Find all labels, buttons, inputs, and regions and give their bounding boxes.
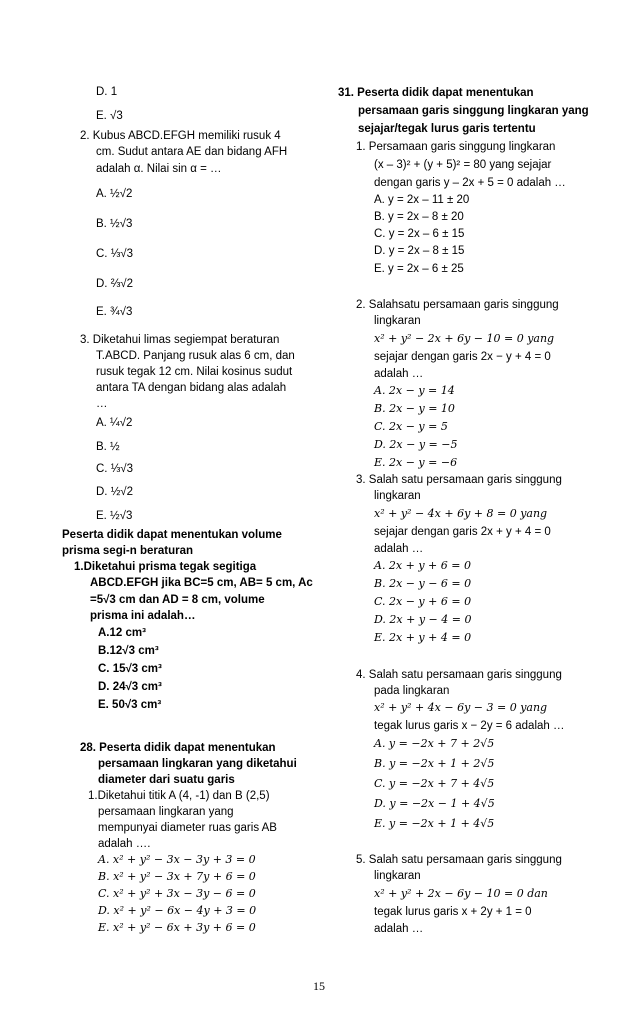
right-text-line: E. 2x + y + 4 = 0 [374,631,472,644]
right-text-line: x² + y² − 4x + 6y + 8 = 0 yang [374,507,548,520]
left-text-line: prisma ini adalah… [90,610,196,622]
right-text-line: B. 2x − y − 6 = 0 [374,577,472,590]
right-text-line: tegak lurus garis x − 2y = 6 adalah … [374,720,565,732]
right-text-line: 1. Persamaan garis singgung lingkaran [356,141,556,153]
left-text-line: T.ABCD. Panjang rusuk alas 6 cm, dan [96,350,295,362]
left-text-line: persamaan lingkaran yang [98,806,234,818]
right-text-line: 31. Peserta didik dapat menentukan [338,87,534,99]
right-text-line: 2. Salahsatu persamaan garis singgung [356,299,559,311]
right-text-line: persamaan garis singgung lingkaran yang [358,105,589,117]
right-text-line: sejajar dengan garis 2x − y + 4 = 0 [374,351,551,363]
left-text-line: A. x² + y² − 3x − 3y + 3 = 0 [98,853,256,866]
right-text-line: x² + y² + 2x − 6y − 10 = 0 dan [374,887,548,900]
left-text-line: cm. Sudut antara AE dan bidang AFH [96,146,288,158]
left-text-line: E. ½√3 [96,510,133,522]
right-text-line: A. y = −2x + 7 + 2√5 [374,737,495,750]
right-text-line: dengan garis y – 2x + 5 = 0 adalah … [374,177,566,189]
left-text-line: A. ½√2 [96,188,133,200]
right-text-line: sejajar/tegak lurus garis tertentu [358,123,536,135]
right-text-line: lingkaran [374,315,421,327]
right-text-line: B. y = −2x + 1 + 2√5 [374,757,495,770]
left-text-line: E. 50√3 cm³ [98,699,162,711]
right-text-line: pada lingkaran [374,685,450,697]
right-text-line: E. 2x − y = −6 [374,456,458,469]
left-text-line: B. x² + y² − 3x + 7y + 6 = 0 [98,870,256,883]
right-text-line: sejajar dengan garis 2x + y + 4 = 0 [374,526,551,538]
left-text-line: E. √3 [96,110,123,122]
left-text-line: A. ¼√2 [96,417,133,429]
left-text-line: diameter dari suatu garis [98,774,235,786]
right-text-line: adalah … [374,923,424,935]
right-text-line: D. y = 2x – 8 ± 15 [374,245,465,257]
left-text-line: D. 1 [96,86,118,98]
right-text-line: lingkaran [374,490,421,502]
left-text-line: C. x² + y² + 3x − 3y − 6 = 0 [98,887,256,900]
left-text-line: B. ½√3 [96,218,133,230]
left-text-line: D. ½√2 [96,486,133,498]
left-text-line: 1.Diketahui titik A (4, -1) dan B (2,5) [88,790,270,802]
right-text-line: 5. Salah satu persamaan garis singgung [356,854,562,866]
left-text-line: D. ⅔√2 [96,278,133,290]
right-text-line: A. 2x − y = 14 [374,384,455,397]
left-text-line: antara TA dengan bidang alas adalah [96,382,287,394]
left-text-line: 3. Diketahui limas segiempat beraturan [80,334,280,346]
right-text-line: B. 2x − y = 10 [374,402,455,415]
right-text-line: (x – 3)² + (y + 5)² = 80 yang sejajar [374,159,552,171]
left-text-line: C. 15√3 cm³ [98,663,162,675]
left-text-line: 2. Kubus ABCD.EFGH memiliki rusuk 4 [80,130,281,142]
right-text-line: 3. Salah satu persamaan garis singgung [356,474,562,486]
left-text-line: adalah …. [98,838,151,850]
left-text-line: E. ¾√3 [96,306,133,318]
left-text-line: E. x² + y² − 6x + 3y + 6 = 0 [98,921,256,934]
right-text-line: C. 2x − y = 5 [374,420,448,433]
left-text-line: adalah α. Nilai sin α = … [96,163,222,175]
left-text-line: C. ⅓√3 [96,248,133,260]
left-text-line: B.12√3 cm³ [98,645,159,657]
right-text-line: E. y = −2x + 1 + 4√5 [374,817,495,830]
left-text-line: mempunyai diameter ruas garis AB [98,822,277,834]
left-text-line: D. 24√3 cm³ [98,681,162,693]
left-text-line: … [96,398,108,410]
left-text-line: persamaan lingkaran yang diketahui [98,758,297,770]
right-text-line: A. 2x + y + 6 = 0 [374,559,471,572]
right-text-line: C. 2x − y + 6 = 0 [374,595,472,608]
right-text-line: adalah … [374,368,424,380]
right-text-line: D. 2x − y = −5 [374,438,458,451]
page-number: 15 [313,979,325,993]
right-text-line: C. y = 2x – 6 ± 15 [374,228,465,240]
right-text-line: tegak lurus garis x + 2y + 1 = 0 [374,906,532,918]
right-text-line: A. y = 2x – 11 ± 20 [374,194,470,206]
left-text-line: C. ⅓√3 [96,463,133,475]
right-text-line: lingkaran [374,870,421,882]
right-text-line: E. y = 2x – 6 ± 25 [374,263,464,275]
right-text-line: B. y = 2x – 8 ± 20 [374,211,464,223]
left-text-line: =5√3 cm dan AD = 8 cm, volume [90,594,265,606]
left-text-line: prisma segi-n beraturan [62,545,194,557]
left-text-line: Peserta didik dapat menentukan volume [62,529,282,541]
left-text-line: B. ½ [96,441,120,453]
right-text-line: x² + y² + 4x − 6y − 3 = 0 yang [374,701,548,714]
right-text-line: x² + y² − 2x + 6y − 10 = 0 yang [374,332,555,345]
right-text-line: C. y = −2x + 7 + 4√5 [374,777,495,790]
left-text-line: 1.Diketahui prisma tegak segitiga [74,561,257,573]
left-text-line: D. x² + y² − 6x − 4y + 3 = 0 [98,904,257,917]
right-text-line: 4. Salah satu persamaan garis singgung [356,669,562,681]
right-text-line: D. y = −2x − 1 + 4√5 [374,797,495,810]
left-text-line: ABCD.EFGH jika BC=5 cm, AB= 5 cm, Ac [90,577,313,589]
left-text-line: A.12 cm³ [98,627,146,639]
left-text-line: 28. Peserta didik dapat menentukan [80,742,276,754]
right-text-line: adalah … [374,543,424,555]
left-text-line: rusuk tegak 12 cm. Nilai kosinus sudut [96,366,293,378]
right-text-line: D. 2x + y − 4 = 0 [374,613,472,626]
